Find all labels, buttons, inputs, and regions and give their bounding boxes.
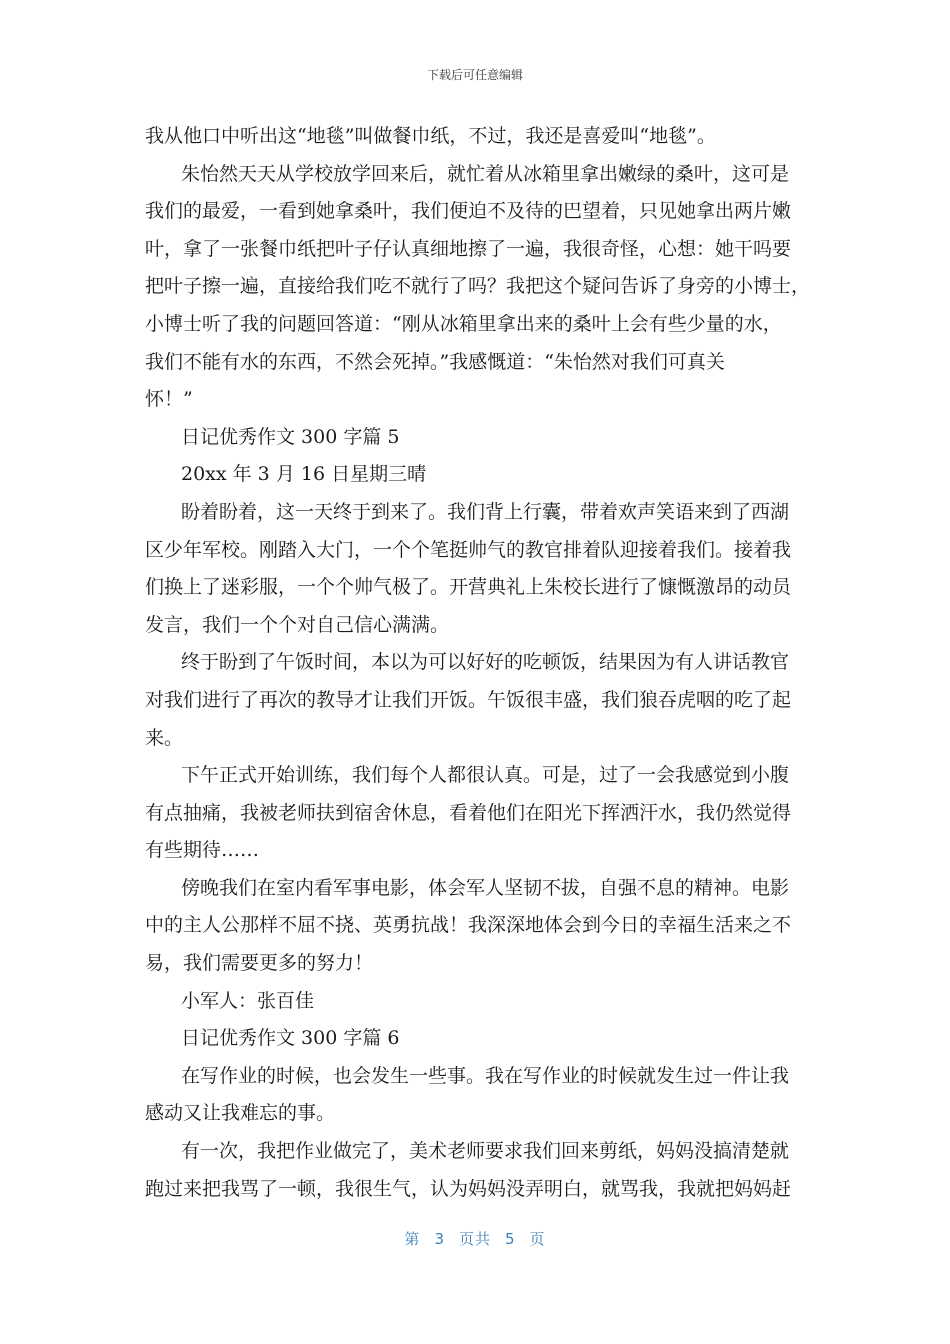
text-line: 叶，拿了一张餐巾纸把叶子仔认真细地擦了一遍，我很奇怪，心想：她干吗要	[145, 237, 792, 260]
header-note: 下载后可任意编辑	[426, 68, 523, 82]
text-line: 感动又让我难忘的事。	[145, 1102, 336, 1125]
text-line: 区少年军校。刚踏入大门，一个个笔挺帅气的教官排着队迎接着我们。接着我	[145, 538, 792, 561]
text-line: 傍晚我们在室内看军事电影，体会军人坚韧不拔，自强不息的精神。电影	[181, 876, 790, 899]
text-line: 来。	[145, 726, 184, 749]
footer-page-number: 3	[434, 1230, 445, 1248]
text-line: 下午正式开始训练，我们每个人都很认真。可是，过了一会我感觉到小腹	[181, 764, 790, 787]
text-line: 有点抽痛，我被老师扶到宿舍休息，看着他们在阳光下挥洒汗水，我仍然觉得	[145, 801, 792, 824]
text-line: 发言，我们一个个对自己信心满满。	[145, 613, 450, 636]
text-line: 日记优秀作文 300 字篇 6	[181, 1027, 400, 1050]
text-line: 小军人：张百佳	[181, 989, 315, 1012]
text-line: 终于盼到了午饭时间，本以为可以好好的吃顿饭，结果因为有人讲话教官	[181, 651, 790, 674]
text-line: 我们不能有水的东西，不然会死掉。”我感慨道：“朱怡然对我们可真关	[145, 350, 725, 373]
page-footer	[0, 1228, 950, 1249]
footer-page-mid: 页共	[458, 1230, 491, 1248]
text-line: 日记优秀作文 300 字篇 5	[181, 425, 400, 448]
text-line: 有一次，我把作业做完了，美术老师要求我们回来剪纸，妈妈没搞清楚就	[181, 1140, 790, 1163]
text-line: 们换上了迷彩服，一个个帅气极了。开营典礼上朱校长进行了慷慨激昂的动员	[145, 576, 792, 599]
text-line: 我们的最爱，一看到她拿桑叶，我们便迫不及待的巴望着，只见她拿出两片嫩	[145, 200, 792, 223]
text-line: 易，我们需要更多的努力！	[145, 952, 374, 975]
text-line: 盼着盼着，这一天终于到来了。我们背上行囊，带着欢声笑语来到了西湖	[181, 500, 790, 523]
text-line: 朱怡然天天从学校放学回来后，就忙着从冰箱里拿出嫩绿的桑叶，这可是	[181, 162, 790, 185]
text-line: 20xx 年 3 月 16 日星期三晴	[181, 463, 427, 486]
footer-page-prefix: 第	[404, 1230, 421, 1248]
footer-page-total: 5	[505, 1230, 516, 1248]
text-line: 在写作业的时候，也会发生一些事。我在写作业的时候就发生过一件让我	[181, 1064, 790, 1087]
text-line: 中的主人公那样不屈不挠、英勇抗战！我深深地体会到今日的幸福生活来之不	[145, 914, 792, 937]
text-line: 怀！”	[145, 388, 193, 411]
text-line: 有些期待……	[145, 839, 260, 862]
text-line: 把叶子擦一遍，直接给我们吃不就行了吗？我把这个疑问告诉了身旁的小博士，	[145, 275, 811, 298]
document-body	[145, 118, 815, 1208]
text-line: 我从他口中听出这“地毯”叫做餐巾纸，不过，我还是喜爱叫“地毯”。	[145, 125, 716, 147]
footer-page-suffix: 页	[529, 1230, 546, 1248]
text-line: 对我们进行了再次的教导才让我们开饭。午饭很丰盛，我们狼吞虎咽的吃了起	[145, 688, 792, 711]
text-line: 小博士听了我的问题回答道：“刚从冰箱里拿出来的桑叶上会有些少量的水，	[145, 312, 782, 335]
text-line: 跑过来把我骂了一顿，我很生气，认为妈妈没弄明白，就骂我，我就把妈妈赶	[145, 1177, 792, 1200]
